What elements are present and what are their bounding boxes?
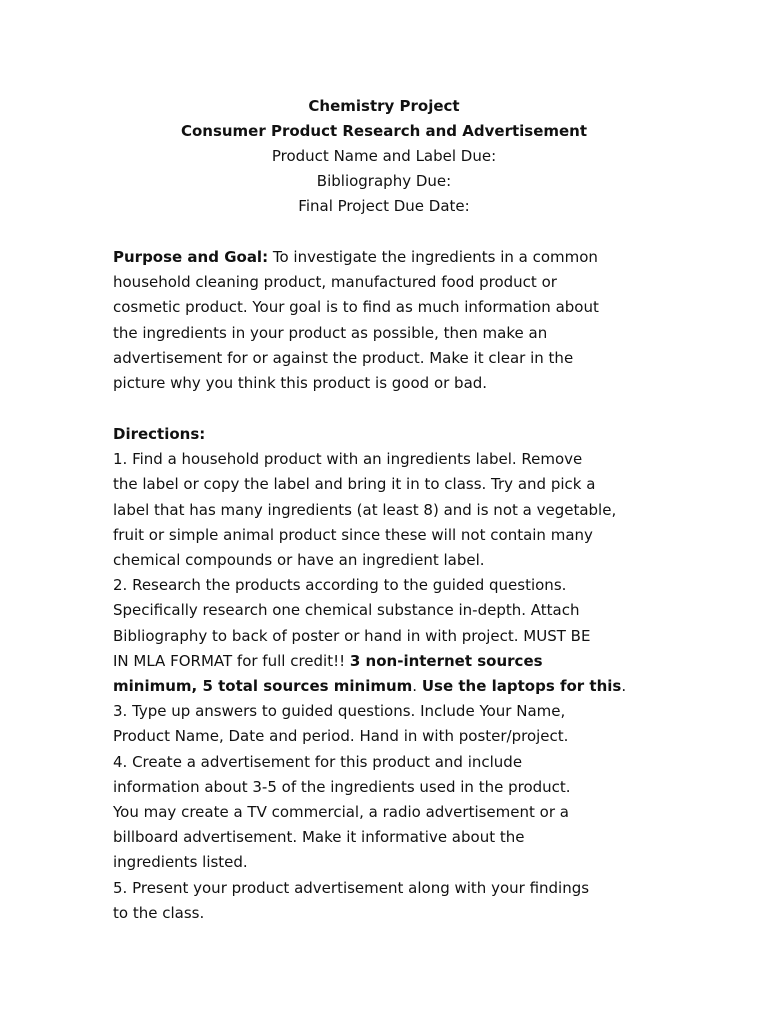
document-subtitle: Consumer Product Research and Advertisement: [180, 122, 588, 140]
direction-line: 4. Create a advertisement for this product and include: [113, 752, 523, 771]
direction-line: minimum, 5 total sources minimum. Use the laptops for this.: [113, 677, 627, 696]
purpose-heading: Purpose and Goal:: [113, 248, 269, 266]
directions-section: [113, 422, 673, 926]
sources-emphasis: 3 non-internet sources: [349, 651, 543, 670]
laptops-emphasis: Use the laptops for this: [421, 677, 622, 696]
final-due-line: Final Project Due Date:: [298, 197, 470, 215]
purpose-line: picture why you think this product is good or bad.: [113, 374, 488, 393]
direction-line: billboard advertisement. Make it informative about the: [113, 828, 525, 847]
document-title: Chemistry Project: [308, 97, 460, 115]
direction-line: IN MLA FORMAT for full credit!! 3 non-internet sources: [113, 651, 543, 670]
purpose-line: [113, 245, 673, 270]
bibliography-due-line: Bibliography Due:: [316, 172, 452, 190]
sources-emphasis-cont: minimum, 5 total sources minimum: [113, 677, 413, 696]
direction-line: You may create a TV commercial, a radio advertisement or a: [113, 803, 569, 822]
purpose-line: advertisement for or against the product. Make it clear in the: [113, 348, 574, 367]
label-due-line: Product Name and Label Due:: [271, 147, 497, 165]
directions-heading: Directions:: [113, 425, 206, 443]
purpose-line: cosmetic product. Your goal is to find as much information about: [113, 298, 599, 317]
purpose-section: [113, 245, 673, 396]
direction-line: chemical compounds or have an ingredient label.: [113, 551, 485, 570]
direction-line: 5. Present your product advertisement along with your findings: [113, 878, 590, 897]
direction-line: Specifically research one chemical substance in-depth. Attach: [113, 601, 580, 620]
document-header: [0, 94, 768, 219]
direction-line: Product Name, Date and period. Hand in with poster/project.: [113, 727, 569, 746]
direction-line: information about 3-5 of the ingredients used in the product.: [113, 777, 571, 796]
purpose-line: household cleaning product, manufactured food product or: [113, 273, 557, 292]
direction-line: Bibliography to back of poster or hand in with project. MUST BE: [113, 626, 591, 645]
direction-line: 2. Research the products according to the guided questions.: [113, 576, 567, 595]
direction-line: to the class.: [113, 903, 205, 922]
purpose-line: the ingredients in your product as possible, then make an: [113, 323, 548, 342]
direction-line: 3. Type up answers to guided questions. Include Your Name,: [113, 702, 566, 721]
direction-line: fruit or simple animal product since these will not contain many: [113, 525, 593, 544]
purpose-text: To investigate the ingredients in a common: [272, 248, 598, 266]
direction-line: label that has many ingredients (at least 8) and is not a vegetable,: [113, 500, 617, 519]
direction-line: the label or copy the label and bring it in to class. Try and pick a: [113, 475, 596, 494]
direction-line: 1. Find a household product with an ingredients label. Remove: [113, 450, 583, 469]
direction-line: ingredients listed.: [113, 853, 248, 872]
